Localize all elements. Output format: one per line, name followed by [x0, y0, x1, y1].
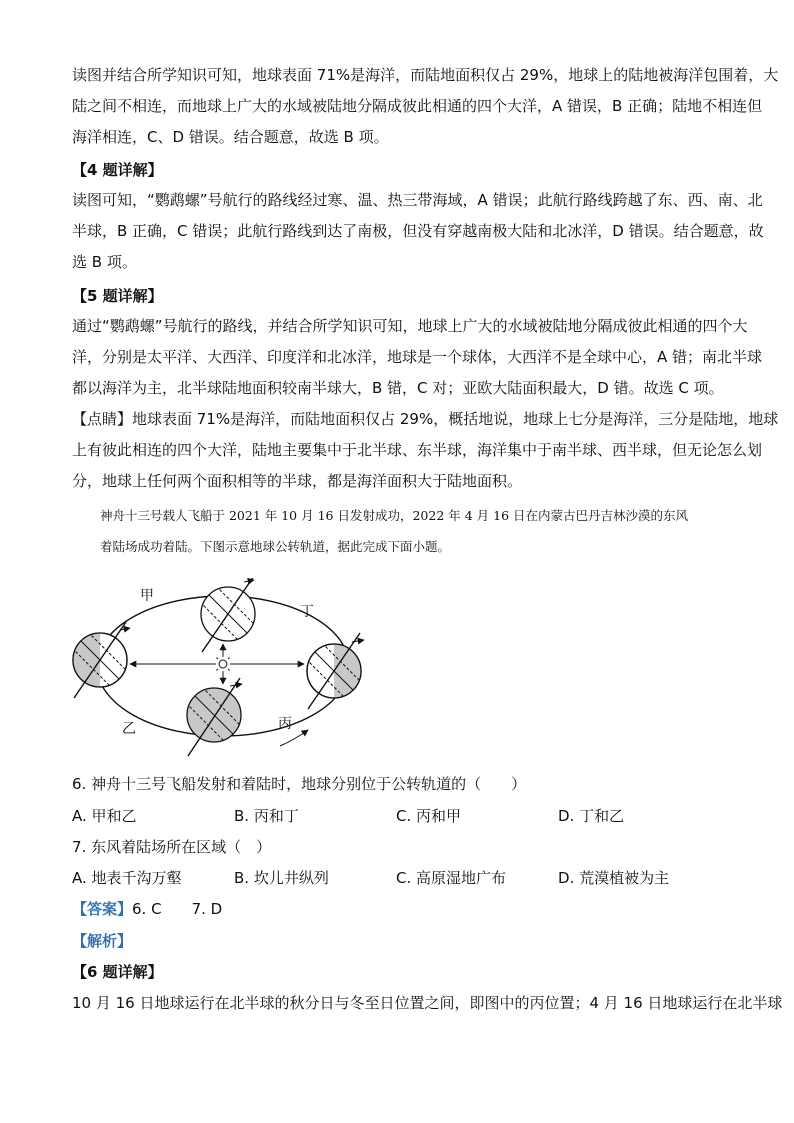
analysis-heading: 【解析】: [72, 932, 133, 950]
text-line: 半球，B 正确，C 错误；此航行路线到达了南极，但没有穿越南极大陆和北冰洋，D 错误。结合题意，故: [72, 222, 764, 240]
q7-option-a: A. 地表千沟万壑: [72, 869, 182, 887]
text-line: 都以海洋为主，北半球陆地面积较南半球大，B 错，C 对；亚欧大陆面积最大，D 错。故选 C 项。: [72, 379, 724, 397]
revolution-direction-arrow: [280, 730, 308, 746]
earth-top: [200, 578, 256, 652]
text-line: 读图可知，“鹦鹉螺”号航行的路线经过寒、温、热三带海域，A 错误；此航行路线跨越了东、西、南、北: [72, 191, 763, 209]
label-jia: 甲: [140, 588, 154, 604]
q7-option-b: B. 坎儿井纵列: [234, 869, 329, 887]
label-yi: 乙: [122, 721, 136, 737]
question-7: 7. 东风着陆场所在区域（ ）: [72, 838, 272, 856]
text-line: 洋，分别是太平洋、大西洋、印度洋和北冰洋，地球是一个球体，大西洋不是全球中心，A 错；南北半球: [72, 348, 763, 366]
earth-right: [306, 633, 364, 709]
q6-option-c: C. 丙和甲: [396, 807, 462, 825]
label-ding: 丁: [300, 604, 314, 620]
text-line: 陆之间不相连，而地球上广大的水域被陆地分隔成彼此相通的四个大洋，A 错误，B 正确；陆地不相连但: [72, 97, 763, 115]
paragraph-6-explanation: [72, 988, 783, 1019]
answer-label: 【答案】: [72, 900, 133, 918]
heading-q6-detail: 【6 题详解】: [72, 963, 163, 981]
earth-bottom: [186, 678, 242, 756]
text-line: 通过“鹦鹉螺”号航行的路线，并结合所学知识可知，地球上广大的水域被陆地分隔成彼此相通的四个大: [72, 317, 748, 335]
heading-q4-detail: 【4 题详解】: [72, 161, 163, 179]
question-6: 6. 神舟十三号飞船发射和着陆时，地球分别位于公转轨道的（ ）: [72, 775, 527, 793]
question-intro: [100, 500, 740, 562]
answer-line: [72, 899, 222, 919]
text-line: 分，地球上任何两个面积相等的半球，都是海洋面积大于陆地面积。: [72, 472, 523, 490]
sun-icon: [214, 655, 232, 673]
answer-value: 6. C 7. D: [132, 900, 223, 918]
text-line: 选 B 项。: [72, 253, 137, 271]
text-line: 海洋相连，C、D 错误。结合题意，故选 B 项。: [72, 128, 389, 146]
earth-left: [72, 622, 130, 698]
text-line: 读图并结合所学知识可知，地球表面 71%是海洋，而陆地面积仅占 29%，地球上的陆地被海洋包围着，大: [72, 66, 779, 84]
text-line: 神舟十三号载人飞船于 2021 年 10 月 16 日发射成功，2022 年 4 月 16 日在内蒙古巴丹吉林沙漠的东风: [100, 508, 689, 523]
label-bing: 丙: [278, 716, 292, 732]
paragraph-5-explanation: [72, 311, 763, 404]
text-line: 上有彼此相连的四个大洋，陆地主要集中于北半球、东半球，海洋集中于南半球、西半球，但无论怎么划: [72, 441, 763, 459]
text-line: 【点睛】地球表面 71%是海洋，而陆地面积仅占 29%，概括地说，地球上七分是海洋，三分是陆地，地球: [72, 410, 779, 428]
heading-q5-detail: 【5 题详解】: [72, 287, 163, 305]
paragraph-3-explanation: [72, 60, 779, 153]
q7-option-c: C. 高原湿地广布: [396, 869, 507, 887]
q6-option-a: A. 甲和乙: [72, 807, 137, 825]
orbit-diagram: [68, 578, 378, 760]
text-line: 着陆场成功着陆。下图示意地球公转轨道，据此完成下面小题。: [100, 539, 451, 554]
q6-option-d: D. 丁和乙: [558, 807, 625, 825]
q6-option-b: B. 丙和丁: [234, 807, 299, 825]
q7-option-d: D. 荒漠植被为主: [558, 869, 670, 887]
paragraph-4-explanation: [72, 185, 764, 278]
tip-paragraph: [72, 404, 779, 497]
text-line: 10 月 16 日地球运行在北半球的秋分日与冬至日位置之间，即图中的丙位置；4 月 16 日地球运行在北半球: [72, 994, 783, 1012]
